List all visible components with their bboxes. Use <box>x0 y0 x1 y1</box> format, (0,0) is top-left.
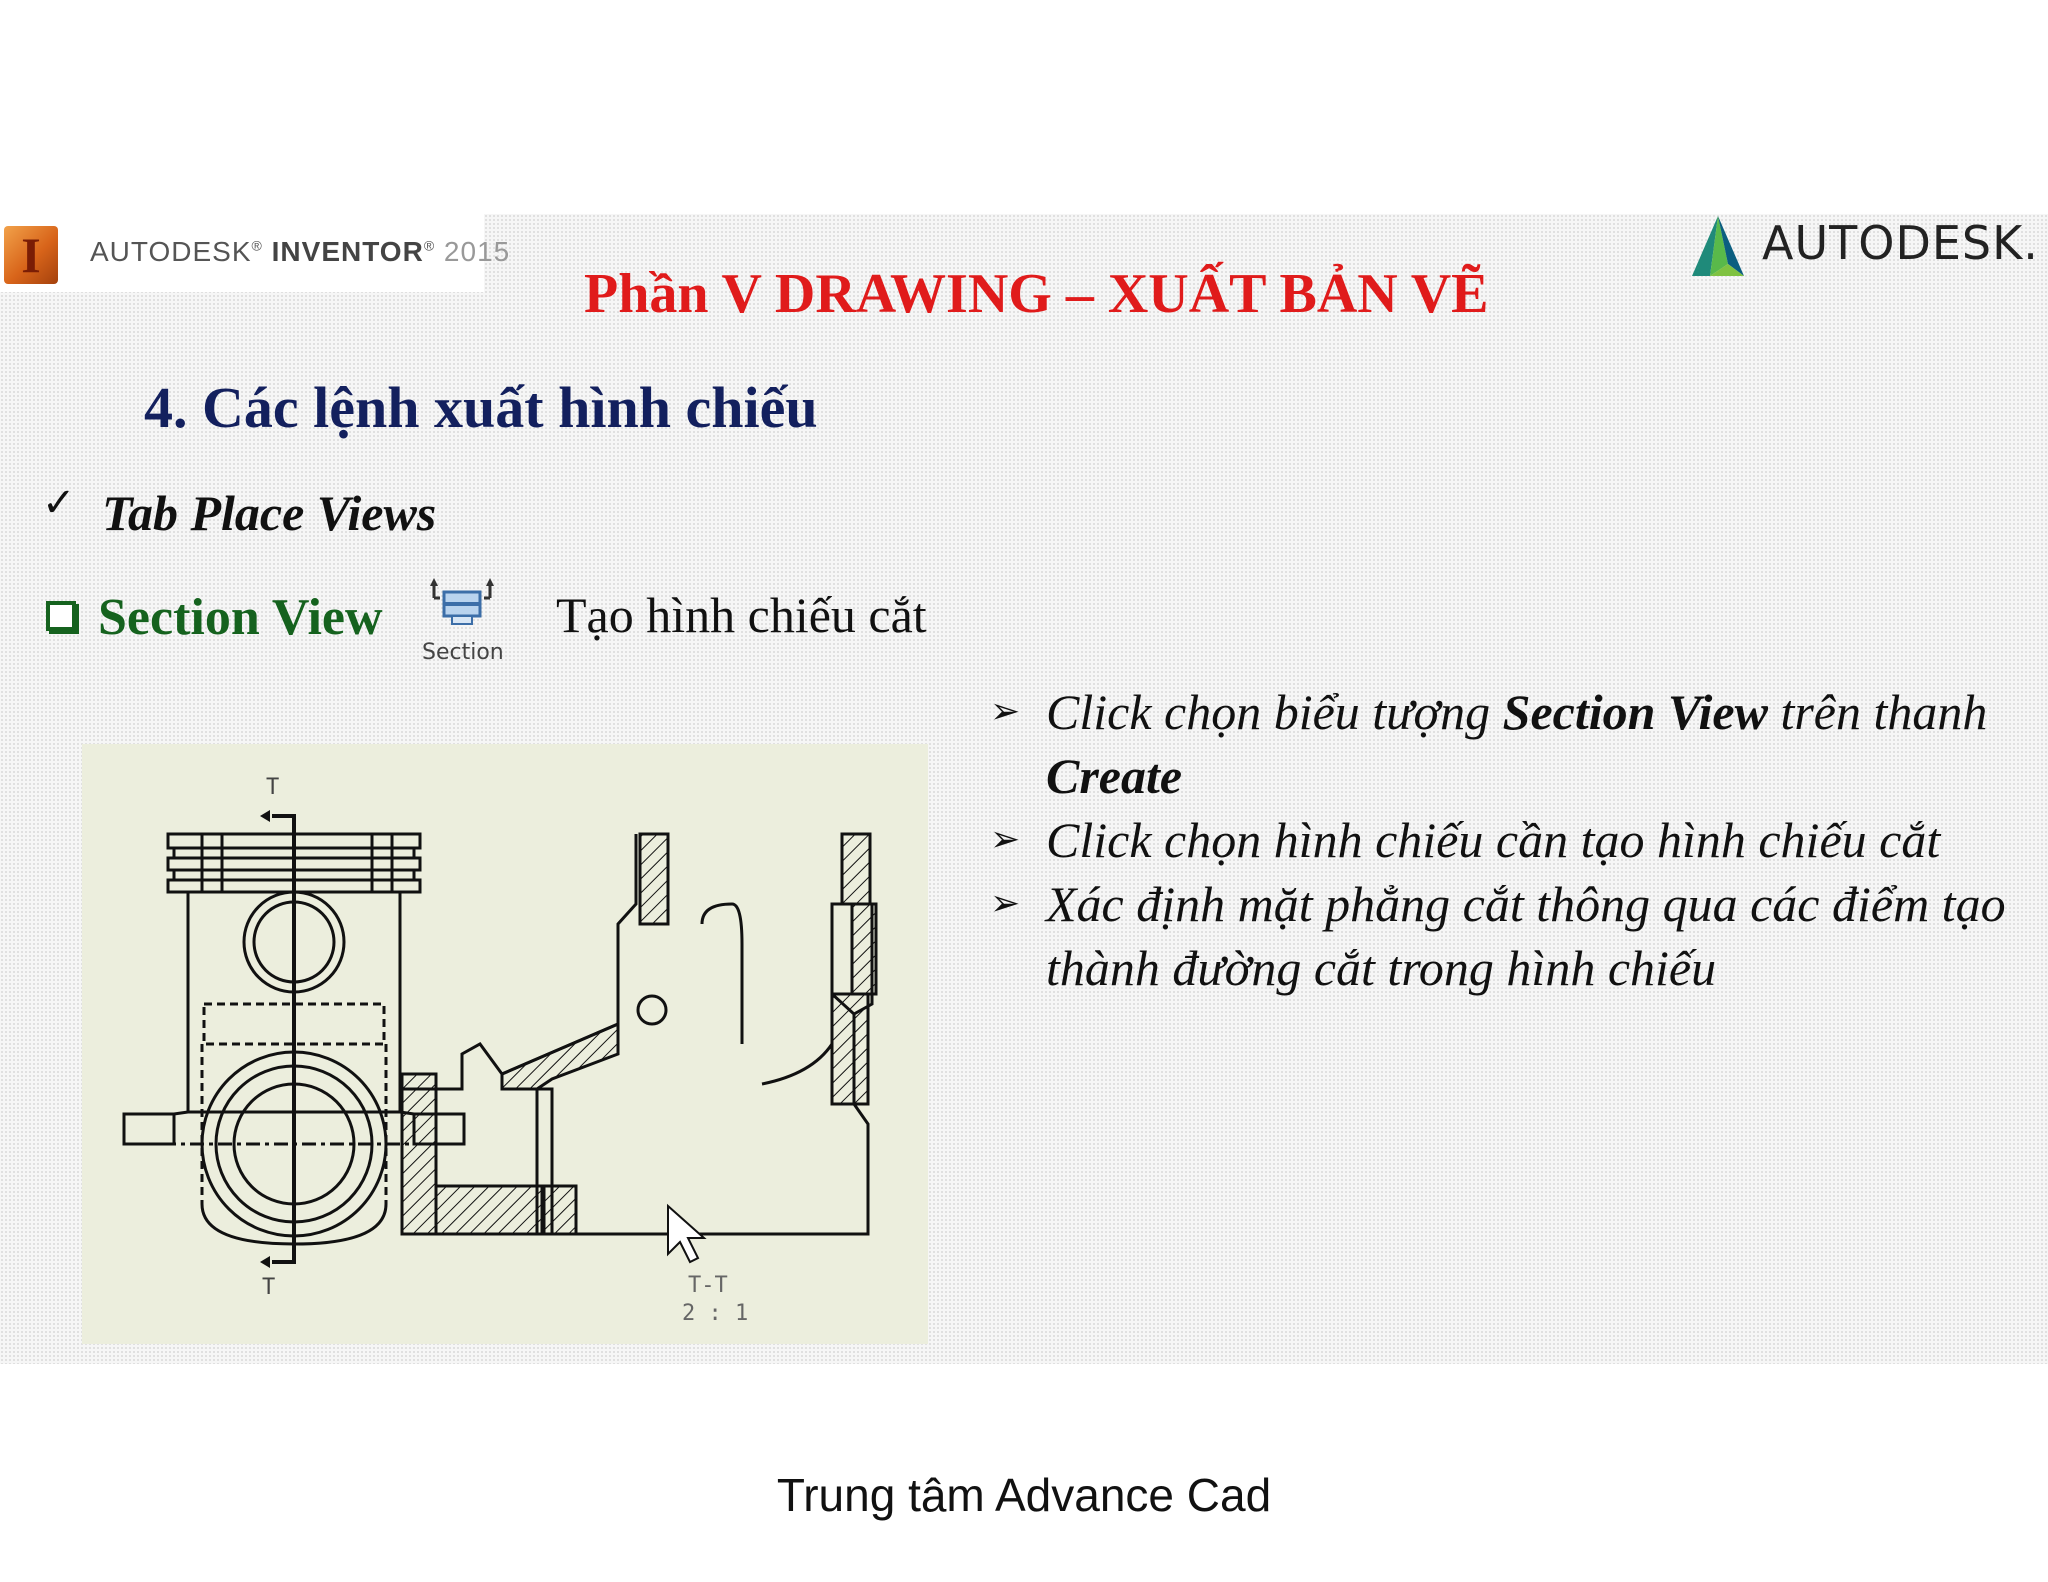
bullet-bold-create: Create <box>1046 748 1183 804</box>
autodesk-logo-text: AUTODESK. <box>1762 216 2039 270</box>
autodesk-logo-icon <box>1688 214 1748 278</box>
bullet-text: Click chọn biểu tượng <box>1046 684 1503 740</box>
arrow-bullet-icon: ➢ <box>990 883 1021 924</box>
tab-label: Tab Place Views <box>102 485 437 541</box>
section-view-icon <box>430 578 494 626</box>
inventor-year: 2015 <box>443 236 511 267</box>
bullet-text: Click chọn hình chiếu cần tạo hình chiếu cắt <box>1046 812 1941 868</box>
bullet-text: trên thanh <box>1767 684 1988 740</box>
slide-title: Phần V DRAWING – XUẤT BẢN VẼ <box>584 263 1489 325</box>
section-view-drawing <box>82 744 928 1344</box>
checkbox-square-icon <box>46 601 76 631</box>
inventor-product: INVENTOR <box>271 236 424 267</box>
footer-text: Trung tâm Advance Cad <box>776 1469 1272 1521</box>
slide-subtitle: 4. Các lệnh xuất hình chiếu <box>144 375 818 440</box>
inventor-icon-letter: I <box>21 227 41 283</box>
instruction-list <box>990 680 2040 1000</box>
check-mark-icon: ✓ <box>42 480 76 526</box>
section-icon-label: Section <box>422 640 504 665</box>
view-scale: 2 : 1 <box>682 1301 749 1326</box>
list-item <box>990 872 2040 1000</box>
bullet-bold-section-view: Section View <box>1502 684 1768 740</box>
arrow-bullet-icon: ➢ <box>990 819 1021 860</box>
section-marker-bottom: T <box>262 1275 276 1300</box>
inventor-product-name: AUTODESK® INVENTOR® 2015 <box>90 236 511 267</box>
inventor-brand: AUTODESK <box>90 236 252 267</box>
section-view-heading: Section View <box>98 589 383 646</box>
view-label: T-T <box>688 1273 728 1298</box>
section-description: Tạo hình chiếu cắt <box>556 587 927 643</box>
list-item <box>990 680 2040 808</box>
list-item <box>990 808 2040 872</box>
bullet-text: Xác định mặt phẳng cắt thông qua các điểm tạo thành đường cắt trong hình chiếu <box>1046 876 2006 996</box>
section-marker-top: T <box>266 775 280 800</box>
arrow-bullet-icon: ➢ <box>990 691 1021 732</box>
